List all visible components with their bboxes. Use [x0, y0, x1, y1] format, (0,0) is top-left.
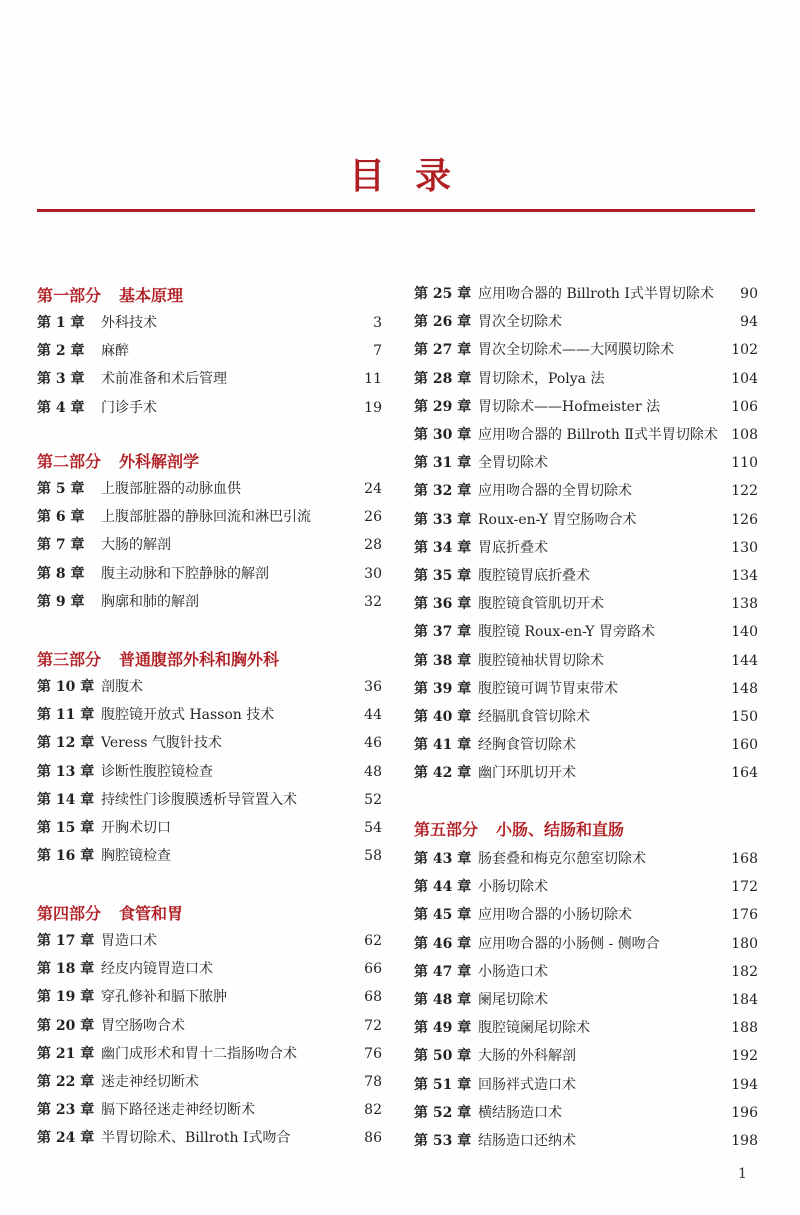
- part-label: 第一部分: [37, 286, 102, 305]
- page-ref: 26: [364, 509, 382, 526]
- toc-entry: [414, 1130, 758, 1152]
- toc-entry: [37, 1015, 382, 1037]
- chapter-number: 第 5 章: [37, 481, 85, 497]
- chapter-number: 第 43 章: [414, 851, 472, 867]
- chapter-number: 第 37 章: [414, 624, 472, 641]
- page-ref: 94: [740, 314, 758, 331]
- page-ref: 126: [731, 511, 758, 528]
- chapter-title: 胃造口术: [101, 933, 157, 949]
- toc-entry: [37, 732, 382, 754]
- chapter-title: 外科技术: [101, 315, 157, 331]
- toc-entry: [414, 734, 758, 756]
- chapter-title: 回肠袢式造口术: [478, 1076, 576, 1093]
- page-ref: 54: [364, 820, 382, 836]
- toc-entry: [37, 789, 382, 811]
- page-ref: 176: [731, 907, 758, 924]
- toc-entry: [414, 311, 758, 333]
- chapter-title: 阑尾切除术: [478, 992, 548, 1008]
- chapter-title: 胃切除术——Hofmeister 法: [478, 398, 661, 415]
- toc-entry: [37, 986, 382, 1008]
- page-ref: 140: [731, 624, 758, 641]
- chapter-number: 第 11 章: [37, 707, 95, 724]
- chapter-number: 第 4 章: [37, 399, 85, 416]
- chapter-number: 第 16 章: [37, 848, 95, 865]
- page-ref: 32: [364, 593, 382, 610]
- chapter-number: 第 40 章: [414, 709, 472, 725]
- page-ref: 184: [731, 992, 758, 1008]
- part-label: 第三部分: [37, 650, 102, 669]
- page-ref: 19: [364, 399, 382, 416]
- page-number: 1: [738, 1166, 747, 1182]
- toc-entry: [414, 848, 758, 870]
- chapter-number: 第 12 章: [37, 735, 95, 752]
- toc-entry: [37, 958, 382, 980]
- toc-entry: [414, 904, 758, 926]
- toc-entry: [414, 621, 758, 643]
- chapter-title: 迷走神经切断术: [101, 1074, 199, 1090]
- chapter-title: 半胃切除术、Billroth Ⅰ式吻合: [101, 1130, 291, 1147]
- part-name: 小肠、结肠和直肠: [496, 820, 625, 839]
- chapter-number: 第 14 章: [37, 791, 95, 808]
- toc-entry: [37, 704, 382, 726]
- chapter-number: 第 1 章: [37, 315, 85, 331]
- toc-entry: [37, 1127, 382, 1149]
- chapter-title: 门诊手术: [101, 399, 157, 416]
- chapter-number: 第 31 章: [414, 455, 472, 472]
- chapter-title: 胃底折叠术: [478, 539, 548, 556]
- chapter-title: 小肠切除术: [478, 879, 548, 896]
- page-ref: 192: [731, 1048, 758, 1065]
- toc-entry: [37, 368, 382, 390]
- part-label: 第五部分: [414, 820, 479, 839]
- chapter-title: 大肠的解剖: [101, 537, 171, 554]
- toc-entry: [414, 509, 758, 531]
- toc-entry: [37, 340, 382, 362]
- page-ref: 68: [364, 989, 382, 1006]
- toc-entry: [414, 424, 758, 446]
- toc-entry: [37, 591, 382, 613]
- chapter-title: 腹主动脉和下腔静脉的解剖: [101, 565, 269, 582]
- page-ref: 182: [731, 963, 758, 980]
- page-ref: 164: [731, 765, 758, 782]
- toc-entry: [37, 563, 382, 585]
- toc-entry: [414, 678, 758, 700]
- toc-entry: [37, 506, 382, 528]
- chapter-title: 胃次全切除术: [478, 314, 562, 331]
- page-ref: 148: [731, 680, 758, 697]
- chapter-number: 第 9 章: [37, 593, 85, 610]
- page-ref: 46: [364, 735, 382, 752]
- chapter-title: 诊断性腹腔镜检查: [101, 763, 213, 780]
- chapter-number: 第 13 章: [37, 763, 95, 780]
- chapter-number: 第 3 章: [37, 371, 85, 388]
- page-ref: 196: [731, 1104, 758, 1121]
- page-ref: 90: [740, 286, 758, 302]
- chapter-number: 第 10 章: [37, 679, 95, 695]
- chapter-title: 腹腔镜阑尾切除术: [478, 1020, 590, 1037]
- part-heading: [37, 449, 199, 469]
- toc-entry: [414, 1017, 758, 1039]
- toc-entry: [414, 650, 758, 672]
- toc-entry: [37, 397, 382, 419]
- chapter-number: 第 36 章: [414, 596, 472, 613]
- chapter-title: 应用吻合器的小肠切除术: [478, 907, 632, 924]
- toc-entry: [414, 1102, 758, 1124]
- page-ref: 180: [731, 935, 758, 952]
- page-ref: 48: [364, 763, 382, 780]
- toc-entry: [414, 762, 758, 784]
- chapter-title: 胃切除术，Polya 法: [478, 370, 605, 387]
- page-ref: 62: [364, 933, 382, 949]
- page-ref: 52: [364, 791, 382, 808]
- page-ref: 76: [364, 1045, 382, 1062]
- toc-entry: [414, 480, 758, 502]
- page-ref: 108: [731, 427, 758, 443]
- toc-entry: [414, 396, 758, 418]
- toc-entry: [414, 593, 758, 615]
- page-ref: 130: [731, 539, 758, 556]
- chapter-title: 经膈肌食管切除术: [478, 709, 590, 725]
- toc-entry: [414, 876, 758, 898]
- chapter-title: 应用吻合器的小肠侧 - 侧吻合: [478, 935, 660, 952]
- chapter-number: 第 22 章: [37, 1074, 95, 1090]
- toc-entry: [37, 817, 382, 839]
- toc-entry: [414, 933, 758, 955]
- toc-entry: [414, 961, 758, 983]
- chapter-title: 麻醉: [101, 343, 129, 360]
- page-ref: 78: [364, 1074, 382, 1090]
- chapter-number: 第 35 章: [414, 568, 472, 584]
- page-ref: 86: [364, 1130, 382, 1147]
- chapter-title: 大肠的外科解剖: [478, 1048, 576, 1065]
- page-ref: 194: [731, 1076, 758, 1093]
- chapter-number: 第 27 章: [414, 342, 472, 359]
- chapter-number: 第 21 章: [37, 1045, 95, 1062]
- chapter-number: 第 49 章: [414, 1020, 472, 1037]
- chapter-number: 第 38 章: [414, 652, 472, 669]
- toc-entry: [414, 452, 758, 474]
- part-label: 第二部分: [37, 452, 102, 471]
- page-ref: 160: [731, 737, 758, 754]
- toc-entry: [414, 1045, 758, 1067]
- part-heading: [414, 817, 624, 837]
- chapter-number: 第 33 章: [414, 511, 472, 528]
- chapter-title: 持续性门诊腹膜透析导管置入术: [101, 791, 297, 808]
- chapter-title: Veress 气腹针技术: [101, 735, 222, 752]
- chapter-title: 腹腔镜胃底折叠术: [478, 568, 590, 584]
- chapter-title: 术前准备和术后管理: [101, 371, 227, 388]
- page-ref: 150: [731, 709, 758, 725]
- chapter-number: 第 42 章: [414, 765, 472, 782]
- chapter-number: 第 7 章: [37, 537, 85, 554]
- toc-entry: [37, 478, 382, 500]
- chapter-title: 横结肠造口术: [478, 1104, 562, 1121]
- chapter-title: 经胸食管切除术: [478, 737, 576, 754]
- chapter-number: 第 51 章: [414, 1076, 472, 1093]
- chapter-number: 第 20 章: [37, 1017, 95, 1034]
- chapter-number: 第 34 章: [414, 539, 472, 556]
- chapter-title: 应用吻合器的 Billroth Ⅰ式半胃切除术: [478, 286, 714, 302]
- page-ref: 122: [731, 483, 758, 500]
- part-name: 外科解剖学: [119, 452, 200, 471]
- toc-entry: [414, 537, 758, 559]
- chapter-number: 第 30 章: [414, 427, 472, 443]
- part-heading: [37, 647, 279, 667]
- chapter-title: 膈下路径迷走神经切断术: [101, 1102, 255, 1119]
- page-ref: 30: [364, 565, 382, 582]
- page-ref: 36: [364, 679, 382, 695]
- toc-entry: [414, 1074, 758, 1096]
- chapter-number: 第 41 章: [414, 737, 472, 754]
- chapter-number: 第 6 章: [37, 509, 85, 526]
- page-ref: 144: [731, 652, 758, 669]
- toc-entry: [37, 534, 382, 556]
- chapter-number: 第 39 章: [414, 680, 472, 697]
- part-name: 基本原理: [119, 286, 184, 305]
- chapter-number: 第 44 章: [414, 879, 472, 896]
- chapter-number: 第 25 章: [414, 286, 472, 302]
- part-heading: [37, 901, 183, 921]
- chapter-title: 腹腔镜食管肌切开术: [478, 596, 604, 613]
- chapter-title: 穿孔修补和膈下脓肿: [101, 989, 227, 1006]
- page-ref: 110: [731, 455, 758, 472]
- chapter-title: 腹腔镜开放式 Hasson 技术: [101, 707, 275, 724]
- toc-entry: [37, 845, 382, 867]
- page-ref: 3: [373, 315, 382, 331]
- page-ref: 188: [731, 1020, 758, 1037]
- toc-entry: [37, 1071, 382, 1093]
- page-ref: 198: [731, 1133, 758, 1149]
- chapter-number: 第 28 章: [414, 370, 472, 387]
- chapter-title: 胃次全切除术——大网膜切除术: [478, 342, 674, 359]
- toc-entry: [414, 565, 758, 587]
- chapter-title: 经皮内镜胃造口术: [101, 961, 213, 978]
- title-divider: [37, 209, 755, 212]
- toc-entry: [414, 339, 758, 361]
- chapter-number: 第 18 章: [37, 961, 95, 978]
- part-name: 食管和胃: [119, 904, 184, 923]
- toc-entry: [37, 761, 382, 783]
- page-ref: 28: [364, 537, 382, 554]
- toc-entry: [37, 312, 382, 334]
- chapter-title: 上腹部脏器的静脉回流和淋巴引流: [101, 509, 311, 526]
- chapter-title: 胸腔镜检查: [101, 848, 171, 865]
- chapter-number: 第 32 章: [414, 483, 472, 500]
- chapter-number: 第 24 章: [37, 1130, 95, 1147]
- chapter-title: 开胸术切口: [101, 820, 171, 836]
- page-ref: 24: [364, 481, 382, 497]
- toc-entry: [37, 1043, 382, 1065]
- page-ref: 58: [364, 848, 382, 865]
- chapter-title: 剖腹术: [101, 679, 143, 695]
- chapter-title: 肠套叠和梅克尔憩室切除术: [478, 851, 646, 867]
- page-ref: 7: [373, 343, 382, 360]
- toc-entry: [414, 706, 758, 728]
- chapter-number: 第 29 章: [414, 398, 472, 415]
- chapter-title: 应用吻合器的全胃切除术: [478, 483, 632, 500]
- chapter-number: 第 53 章: [414, 1133, 472, 1149]
- page-title: 目录: [348, 156, 481, 197]
- chapter-number: 第 8 章: [37, 565, 85, 582]
- chapter-number: 第 50 章: [414, 1048, 472, 1065]
- chapter-number: 第 46 章: [414, 935, 472, 952]
- part-name: 普通腹部外科和胸外科: [119, 650, 280, 669]
- page-ref: 82: [364, 1102, 382, 1119]
- chapter-title: 胃空肠吻合术: [101, 1017, 185, 1034]
- toc-entry: [414, 368, 758, 390]
- chapter-title: 腹腔镜 Roux-en-Y 胃旁路术: [478, 624, 656, 641]
- chapter-number: 第 2 章: [37, 343, 85, 360]
- part-heading: [37, 283, 183, 303]
- page-ref: 138: [731, 596, 758, 613]
- page-ref: 104: [731, 370, 758, 387]
- chapter-title: 腹腔镜可调节胃束带术: [478, 680, 618, 697]
- page-ref: 11: [364, 371, 382, 388]
- toc-entry: [37, 1099, 382, 1121]
- toc-entry: [37, 676, 382, 698]
- chapter-number: 第 17 章: [37, 933, 95, 949]
- chapter-title: 胸廓和肺的解剖: [101, 593, 199, 610]
- chapter-number: 第 26 章: [414, 314, 472, 331]
- chapter-title: 幽门环肌切开术: [478, 765, 576, 782]
- chapter-title: 幽门成形术和胃十二指肠吻合术: [101, 1045, 297, 1062]
- page-ref: 66: [364, 961, 382, 978]
- toc-entry: [37, 930, 382, 952]
- page-ref: 102: [731, 342, 758, 359]
- chapter-number: 第 52 章: [414, 1104, 472, 1121]
- chapter-title: 全胃切除术: [478, 455, 548, 472]
- page-ref: 172: [731, 879, 758, 896]
- chapter-title: 小肠造口术: [478, 963, 548, 980]
- chapter-number: 第 45 章: [414, 907, 472, 924]
- chapter-number: 第 15 章: [37, 820, 95, 836]
- chapter-number: 第 47 章: [414, 963, 472, 980]
- part-label: 第四部分: [37, 904, 102, 923]
- page-ref: 44: [364, 707, 382, 724]
- chapter-number: 第 48 章: [414, 992, 472, 1008]
- page-ref: 134: [731, 568, 758, 584]
- chapter-title: 腹腔镜袖状胃切除术: [478, 652, 604, 669]
- toc-entry: [414, 283, 758, 305]
- chapter-title: 应用吻合器的 Billroth Ⅱ式半胃切除术: [478, 427, 718, 443]
- page-ref: 72: [364, 1017, 382, 1034]
- chapter-number: 第 23 章: [37, 1102, 95, 1119]
- page-ref: 168: [731, 851, 758, 867]
- chapter-title: 结肠造口还纳术: [478, 1133, 576, 1149]
- chapter-title: 上腹部脏器的动脉血供: [101, 481, 241, 497]
- chapter-number: 第 19 章: [37, 989, 95, 1006]
- toc-entry: [414, 989, 758, 1011]
- chapter-title: Roux-en-Y 胃空肠吻合术: [478, 511, 637, 528]
- page-ref: 106: [731, 398, 758, 415]
